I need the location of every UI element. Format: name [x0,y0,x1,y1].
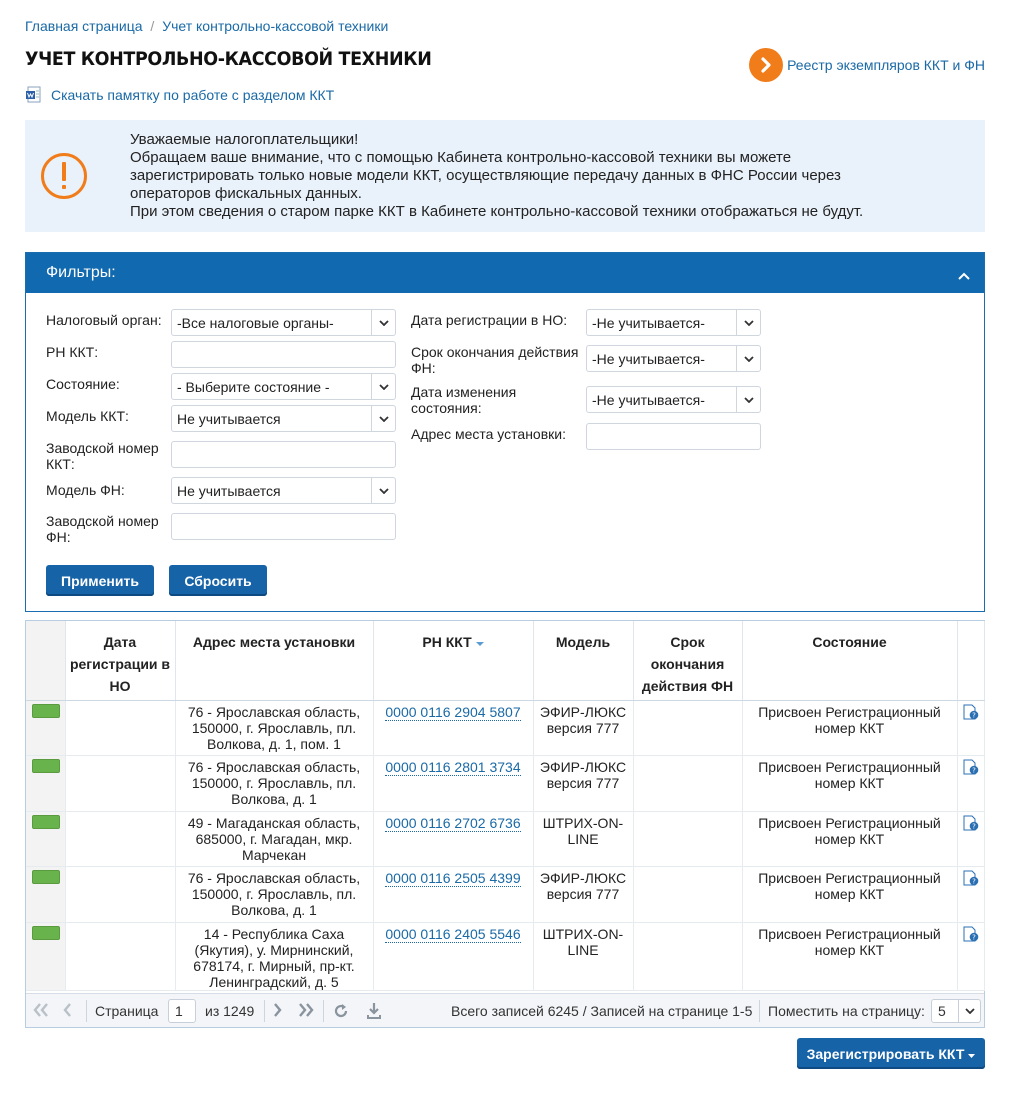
chevron-down-icon [958,1000,980,1022]
register-kkt-button[interactable] [797,1038,985,1069]
chevron-up-icon[interactable] [958,267,970,285]
breadcrumb-separator: / [150,18,155,34]
model-cell: ЭФИР-ЛЮКС версия 777 [533,756,633,812]
address-cell: 76 - Ярославская область, 150000, г. Ярославль, пл. Волкова, д. 1 [175,756,373,812]
rn-cell [373,811,533,867]
registry-link[interactable] [749,48,985,82]
pager [26,993,984,1027]
notice-line: Уважаемые налогоплательщики! [130,131,359,148]
model-cell: ЭФИР-ЛЮКС версия 777 [533,700,633,756]
kkt-model-value: Не учитывается [177,411,281,427]
notice-line: При этом сведения о старом парке ККТ в Кабинете контрольно-кассовой техники отображаться не будут. [130,203,864,220]
kkt-model-label: Модель ККТ: [46,408,129,424]
download-memo-link[interactable]: Скачать памятку по работе с разделом ККТ [51,87,335,103]
fn-expiry-label: Срок окончания действия ФН: [411,344,579,376]
address-cell: 76 - Ярославская область, 150000, г. Ярославль, пл. Волкова, д. 1 [175,867,373,923]
status-cell [26,756,65,812]
last-page-icon[interactable] [297,1002,315,1021]
state-cell: Присвоен Регистрационный номер ККТ [742,756,957,812]
expiry-cell [633,811,742,867]
rn-link[interactable]: 0000 0116 2801 3734 [385,759,521,775]
tax-authority-select[interactable] [171,309,396,336]
column-header-expiry[interactable]: Срок окончания действия ФН [633,621,742,700]
address-input[interactable] [586,423,761,450]
fn-serial-label: Заводской номер ФН: [46,513,159,545]
chevron-down-icon [371,478,395,503]
status-indicator [32,759,60,773]
kkt-table-body [26,621,985,991]
state-label: Состояние: [46,376,120,392]
sort-desc-icon [476,634,484,650]
refresh-icon[interactable] [332,1002,350,1023]
per-page-value: 5 [938,1003,946,1019]
column-header-rn[interactable] [373,621,533,700]
tax-authority-value: -Все налоговые органы- [177,315,334,331]
status-indicator [32,870,60,884]
per-page-label: Поместить на страницу: [768,1003,925,1019]
kkt-table [25,620,985,1028]
table-header-row [26,621,984,700]
download-memo [25,86,334,104]
prev-page-icon[interactable] [62,1002,72,1021]
reg-date-cell [65,700,175,756]
rn-cell [373,922,533,990]
document-info-icon[interactable] [962,815,979,835]
fn-model-select[interactable] [171,477,396,504]
fn-model-label: Модель ФН: [46,482,125,498]
per-page-select[interactable] [931,999,981,1023]
column-header-rn-label: РН ККТ [422,634,472,650]
pager-separator [323,1000,324,1022]
rn-link[interactable]: 0000 0116 2904 5807 [385,703,521,720]
chevron-down-icon [736,387,760,412]
document-info-icon[interactable] [962,870,979,890]
document-info-icon[interactable] [962,926,979,946]
actions-column-header [957,621,984,700]
caret-down-icon [968,1046,975,1062]
status-cell [26,700,65,756]
svg-text:?: ? [972,822,976,831]
state-value: - Выберите состояние - [177,379,330,395]
reg-date-cell [65,922,175,990]
address-cell: 14 - Республика Саха (Якутия), у. Мирнинский, 678174, г. Мирный, пр-кт. Ленинградский, д. 5 [175,922,373,990]
table-row[interactable] [26,867,984,923]
column-header-reg-date[interactable]: Дата регистрации в НО [65,621,175,700]
rn-link[interactable]: 0000 0116 2702 6736 [385,814,521,831]
state-cell: Присвоен Регистрационный номер ККТ [742,867,957,923]
model-cell: ШТРИХ-ON-LINE [533,922,633,990]
status-cell [26,867,65,923]
fn-expiry-select[interactable] [586,345,761,372]
actions-cell [957,811,984,867]
model-cell: ШТРИХ-ON-LINE [533,811,633,867]
status-cell [26,811,65,867]
page-label: Страница [95,1003,159,1019]
column-header-state[interactable]: Состояние [742,621,957,700]
rn-kkt-input[interactable] [171,341,396,368]
reg-date-label: Дата регистрации в НО: [411,312,568,328]
pager-separator [759,1000,760,1022]
reg-date-value: -Не учитывается- [592,315,705,331]
rn-cell [373,867,533,923]
chevron-down-icon [736,310,760,335]
warning-icon [39,151,89,201]
table-row[interactable] [26,700,984,756]
column-header-address[interactable]: Адрес места установки [175,621,373,700]
address-cell: 49 - Магаданская область, 685000, г. Магадан, мкр. Марчекан [175,811,373,867]
fn-serial-input[interactable] [171,513,396,540]
expiry-cell [633,867,742,923]
expiry-cell [633,922,742,990]
state-change-date-label: Дата изменения состояния: [411,384,517,416]
chevron-down-icon [736,346,760,371]
svg-text:?: ? [972,877,976,886]
tax-authority-label: Налоговый орган: [46,312,162,328]
state-cell: Присвоен Регистрационный номер ККТ [742,922,957,990]
next-page-icon[interactable] [273,1002,283,1021]
document-info-icon[interactable] [962,704,979,724]
state-change-date-value: -Не учитывается- [592,392,705,408]
state-cell: Присвоен Регистрационный номер ККТ [742,811,957,867]
table-row[interactable] [26,922,984,990]
expiry-cell [633,756,742,812]
chevron-down-icon [371,374,395,399]
pager-separator [264,1000,265,1022]
table-row[interactable] [26,756,984,812]
notice-line: операторов фискальных данных. [130,185,362,202]
svg-text:?: ? [972,933,976,942]
breadcrumb [25,18,388,34]
document-icon [25,86,45,104]
reg-date-cell [65,756,175,812]
kkt-serial-input[interactable] [171,441,396,468]
notice-panel [25,120,985,232]
notice-line: зарегистрировать только новые модели ККТ, осуществляющие передачу данных в ФНС России через [130,167,841,184]
notice-line: Обращаем ваше внимание, что с помощью Кабинета контрольно-кассовой техники вы можете [130,149,792,166]
status-indicator [32,926,60,940]
notice-text [130,131,970,221]
rn-link[interactable]: 0000 0116 2405 5546 [385,925,521,942]
model-cell: ЭФИР-ЛЮКС версия 777 [533,867,633,923]
registry-link-label: Реестр экземпляров ККТ и ФН [787,57,985,73]
fn-model-value: Не учитывается [177,483,281,499]
filters-header[interactable] [26,253,984,293]
reg-date-cell [65,811,175,867]
kkt-serial-label: Заводской номер ККТ: [46,440,159,472]
state-select[interactable] [171,373,396,400]
state-change-date-select[interactable] [586,386,761,413]
chevron-down-icon [371,406,395,431]
status-indicator [32,815,60,829]
kkt-model-select[interactable] [171,405,396,432]
svg-text:?: ? [972,711,976,720]
filters-panel [25,252,985,612]
arrow-right-icon [749,48,783,82]
first-page-icon[interactable] [32,1002,50,1021]
page-input[interactable]: 1 [168,999,196,1023]
address-cell: 76 - Ярославская область, 150000, г. Ярославль, пл. Волкова, д. 1, пом. 1 [175,700,373,756]
actions-cell [957,700,984,756]
records-summary: Всего записей 6245 / Записей на странице 1-5 [451,1003,753,1019]
actions-cell [957,756,984,812]
pager-separator [86,1000,87,1022]
table-row[interactable] [26,811,984,867]
status-column-header [26,621,65,700]
breadcrumb-home-link[interactable]: Главная страница [25,18,143,34]
download-icon[interactable] [366,1002,382,1023]
rn-cell [373,700,533,756]
expiry-cell [633,700,742,756]
reset-button[interactable]: Сбросить [169,565,267,596]
status-cell [26,922,65,990]
fn-expiry-value: -Не учитывается- [592,351,705,367]
rn-link[interactable]: 0000 0116 2505 4399 [385,870,521,886]
svg-text:?: ? [972,766,976,775]
filters-title: Фильтры: [46,264,116,281]
rn-kkt-label: РН ККТ: [46,344,99,360]
state-cell: Присвоен Регистрационный номер ККТ [742,700,957,756]
apply-button[interactable]: Применить [46,565,154,596]
address-label: Адрес места установки: [411,426,566,442]
chevron-down-icon [371,310,395,335]
register-kkt-label: Зарегистрировать ККТ [806,1045,965,1062]
document-info-icon[interactable] [962,759,979,779]
reg-date-cell [65,867,175,923]
reg-date-select[interactable] [586,309,761,336]
rn-cell [373,756,533,812]
actions-cell [957,922,984,990]
column-header-model[interactable]: Модель [533,621,633,700]
page-count: из 1249 [205,1003,255,1019]
breadcrumb-current-link[interactable]: Учет контрольно-кассовой техники [162,18,389,34]
status-indicator [32,704,60,718]
actions-cell [957,867,984,923]
page-title: УЧЕТ КОНТРОЛЬНО-КАССОВОЙ ТЕХНИКИ [25,48,432,70]
